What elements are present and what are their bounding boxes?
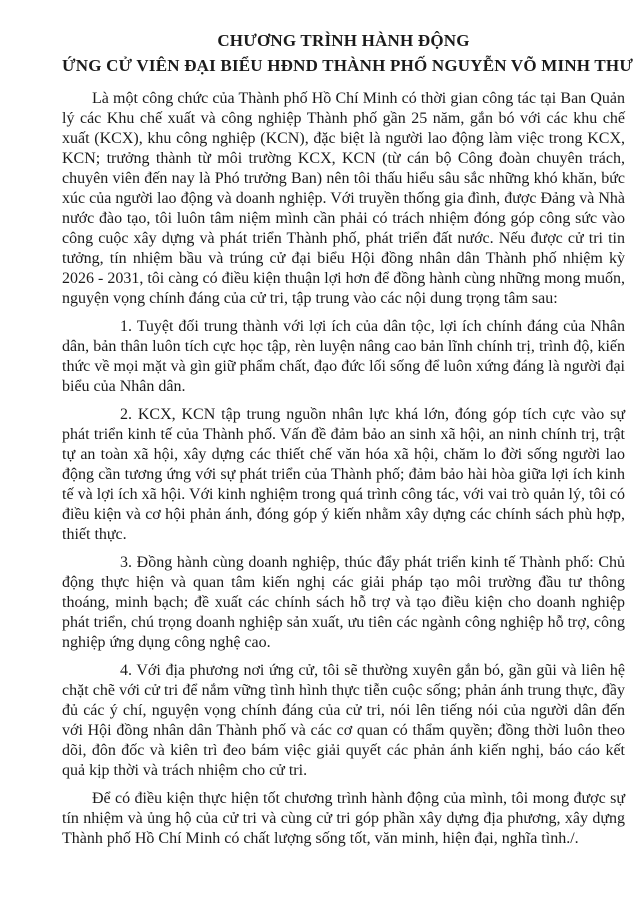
action-item-3-paragraph: 3. Đồng hành cùng doanh nghiệp, thúc đẩy phát triển kinh tế Thành phố: Chủ động thực hiện và quan tâm kiến nghị các giải pháp tạo môi trường đầu tư thông thoáng, minh bạch; đề xuất các chính sách hỗ trợ và tạo điều kiện cho doanh nghiệp phát triển, chú trọng doanh nghiệp sản xuất, ưu tiên các ngành công nghiệp hỗ trợ, công nghiệp ứng dụng công nghệ cao. [62, 554, 625, 651]
document-title-line2: ỨNG CỬ VIÊN ĐẠI BIỂU HĐND THÀNH PHỐ NGUYỄN VÕ MINH THƯ [62, 56, 634, 75]
closing-paragraph: Để có điều kiện thực hiện tốt chương trình hành động của mình, tôi mong được sự tín nhiệm và ủng hộ của cử tri và cùng cử tri góp phần xây dựng địa phương, xây dựng Thành phố Hồ Chí Minh có chất lượng sống tốt, văn minh, hiện đại, nghĩa tình./. [62, 790, 625, 847]
action-item-4-paragraph: 4. Với địa phương nơi ứng cử, tôi sẽ thường xuyên gắn bó, gần gũi và liên hệ chặt chẽ với cử tri để nắm vững tình hình thực tiễn cuộc sống; phản ánh trung thực, đầy đủ các ý chí, nguyện vọng chính đáng của cử tri, nói lên tiếng nói của người dân đến với Hội đồng nhân dân Thành phố và các cơ quan có thẩm quyền; đồng thời luôn theo dõi, đôn đốc và kiên trì đeo bám việc giải quyết các phản ánh kiến nghị, báo cáo kết quả kịp thời và trách nhiệm cho cử tri. [62, 662, 625, 779]
document-title-line1: CHƯƠNG TRÌNH HÀNH ĐỘNG [217, 31, 470, 50]
action-item-1-paragraph: 1. Tuyệt đối trung thành với lợi ích của dân tộc, lợi ích chính đáng của Nhân dân, bản thân luôn tích cực học tập, rèn luyện nâng cao bản lĩnh chính trị, trình độ, kiến thức về mọi mặt và gìn giữ phẩm chất, đạo đức lối sống để luôn xứng đáng là người đại biểu của Nhân dân. [62, 318, 625, 395]
intro-paragraph: Là một công chức của Thành phố Hồ Chí Minh có thời gian công tác tại Ban Quản lý các Khu chế xuất và công nghiệp Thành phố gần 25 năm, gắn bó với các khu chế xuất (KCX), khu công nghiệp (KCN), đặc biệt là người lao động làm việc trong KCX, KCN; trưởng thành từ môi trường KCX, KCN (từ cán bộ Công đoàn chuyên trách, chuyên viên đến nay là Phó trưởng Ban) nên tôi thấu hiểu sâu sắc những khó khăn, bức xúc của người lao động và doanh nghiệp. Với truyền thống gia đình, được Đảng và Nhà nước đào tạo, tôi luôn tâm niệm mình cần phải có trách nhiệm đóng góp công sức vào công cuộc xây dựng và phát triển Thành phố, phát triển đất nước. Nếu được cử tri tin tưởng, tín nhiệm bầu và trúng cử đại biểu Hội đồng nhân dân Thành phố nhiệm kỳ 2026 - 2031, tôi càng có điều kiện thuận lợi hơn để đồng hành cùng những mong muốn, nguyện vọng chính đáng của cử tri, tập trung vào các nội dung trọng tâm sau: [62, 90, 625, 307]
action-item-2-paragraph: 2. KCX, KCN tập trung nguồn nhân lực khá lớn, đóng góp tích cực vào sự phát triển kinh tế của Thành phố. Vấn đề đảm bảo an sinh xã hội, an ninh chính trị, trật tự an toàn xã hội, xây dựng các thiết chế văn hóa xã hội, chăm lo đời sống người lao động cần tương ứng với sự phát triển của Thành phố; đảm bảo hài hòa giữa lợi ích kinh tế và lợi ích xã hội. Với kinh nghiệm trong quá trình công tác, với vai trò quản lý, tôi có điều kiện và cơ hội phản ánh, đóng góp ý kiến nhằm xây dựng các chính sách phù hợp, thiết thực. [62, 406, 625, 543]
